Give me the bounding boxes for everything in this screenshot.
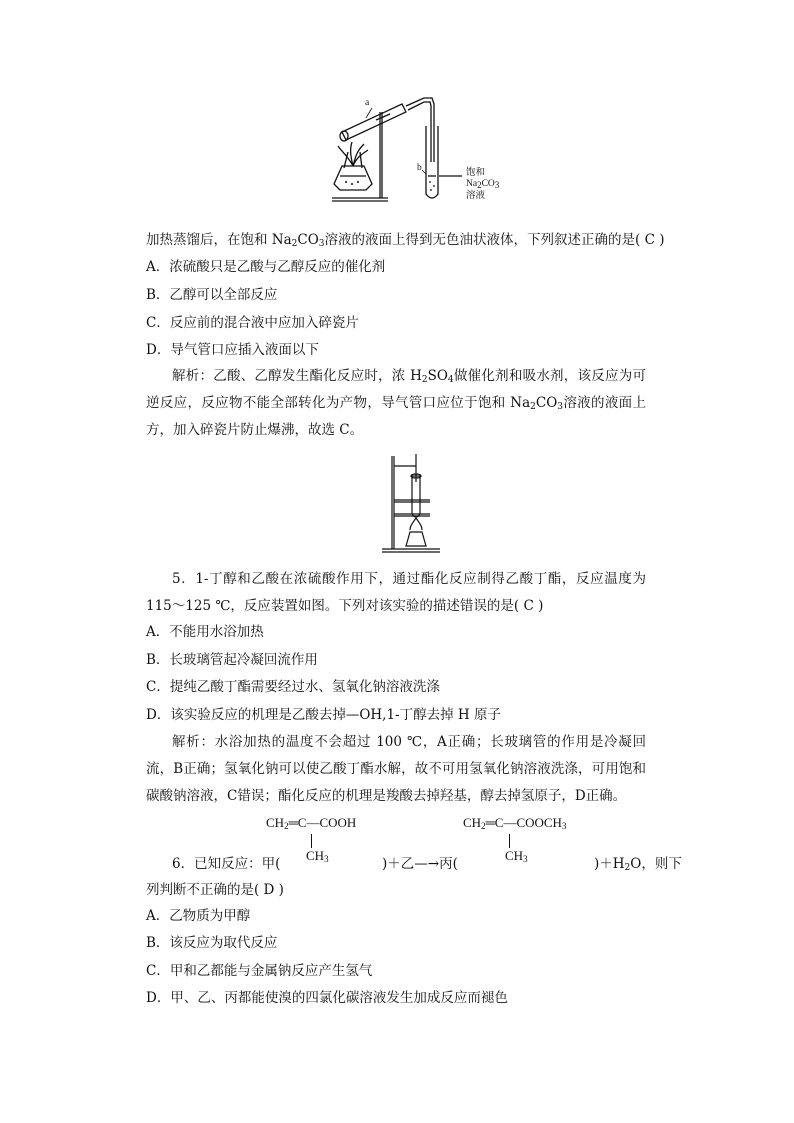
q5-option-a: A．不能用水浴加热 (146, 624, 264, 640)
q4-option-b: B．乙醇可以全部反应 (146, 287, 278, 303)
q6-option-d: D．甲、乙、丙都能使溴的四氯化碳溶液发生加成反应而褪色 (146, 990, 508, 1006)
figure-esterification-apparatus (320, 90, 520, 206)
q6-stem-part3: )$+H_2O$，则下 (594, 856, 682, 873)
q4-option-d: D．导气管口应插入液面以下 (146, 342, 319, 358)
q6-stem-part2: )＋乙—→丙( (382, 856, 458, 872)
reflux-drawing (380, 452, 442, 556)
q5-stem: 5．1-丁醇和乙酸在浓硫酸作用下，通过酯化反应制得乙酸丁酯，反应温度为 115～125 ℃，反应装置如图。下列对该实验的描述错误的是( C ) (146, 571, 646, 614)
formula-methyl-methacrylate-top: $CH_2═C—COOCH_3$ (463, 815, 567, 831)
label-saturated: 饱和 (466, 168, 486, 178)
q5-option-b: B．长玻璃管起冷凝回流作用 (146, 652, 318, 668)
label-a: a (365, 98, 370, 108)
label-solution: 溶液 (466, 191, 486, 201)
formula-methyl-methacrylate-bond (509, 834, 510, 848)
q4-option-c: C．反应前的混合液中应加入碎瓷片 (146, 315, 359, 331)
figure-reflux-apparatus (380, 452, 442, 556)
q6-stem-part1: 6．已知反应：甲( (172, 856, 281, 872)
label-b: b (417, 163, 422, 173)
q5-option-d: D．该实验反应的机理是乙酸去掉—OH,1-丁醇去掉 H 原子 (146, 707, 501, 723)
formula-methacrylic-acid-top: $CH_2═C—COOH$ (266, 815, 357, 831)
q6-option-c: C．甲和乙都能与金属钠反应产生氢气 (146, 963, 373, 979)
q4-option-a: A．浓硫酸只是乙酸与乙醇反应的催化剂 (146, 259, 386, 275)
q5-option-c: C．提纯乙酸丁酯需要经过水、氢氧化钠溶液洗涤 (146, 679, 440, 695)
formula-methyl-methacrylate-methyl: $CH_3$ (505, 848, 528, 864)
q6-option-a: A．乙物质为甲醇 (146, 908, 251, 924)
formula-methacrylic-acid-methyl: $CH_3$ (306, 848, 329, 864)
q5-analysis: 解析：水浴加热的温度不会超过 100 ℃，A正确；长玻璃管的作用是冷凝回流，B正确；氢氧化钠可以使乙酸丁酯水解，故不可用氢氧化钠溶液洗涤，可用饱和碳酸钠溶液，C错误；酯化反应的机理是羧酸去掉羟基，醇去掉氢原子，D正确。 (146, 734, 646, 804)
label-sodium-carbonate: $Na_2CO_3$ (466, 179, 500, 190)
formula-methacrylic-acid-bond (311, 834, 312, 848)
q6-stem-line2: 列判断不正确的是( D ) (146, 882, 284, 898)
q4-analysis: 解析：乙酸、乙醇发生酯化反应时，浓 $H_2SO_4$做催化剂和吸水剂，该反应为可逆反应，反应物不能全部转化为产物，导气管口应位于饱和 $Na_2CO_3$溶液的液面上方，加入碎瓷片防止爆沸，故选 C。 (146, 368, 647, 438)
q4-stem: 加热蒸馏后，在饱和 $Na_2CO_3$溶液的液面上得到无色油状液体，下列叙述正确的是( C ) (146, 232, 665, 249)
q6-option-b: B．该反应为取代反应 (146, 935, 278, 951)
